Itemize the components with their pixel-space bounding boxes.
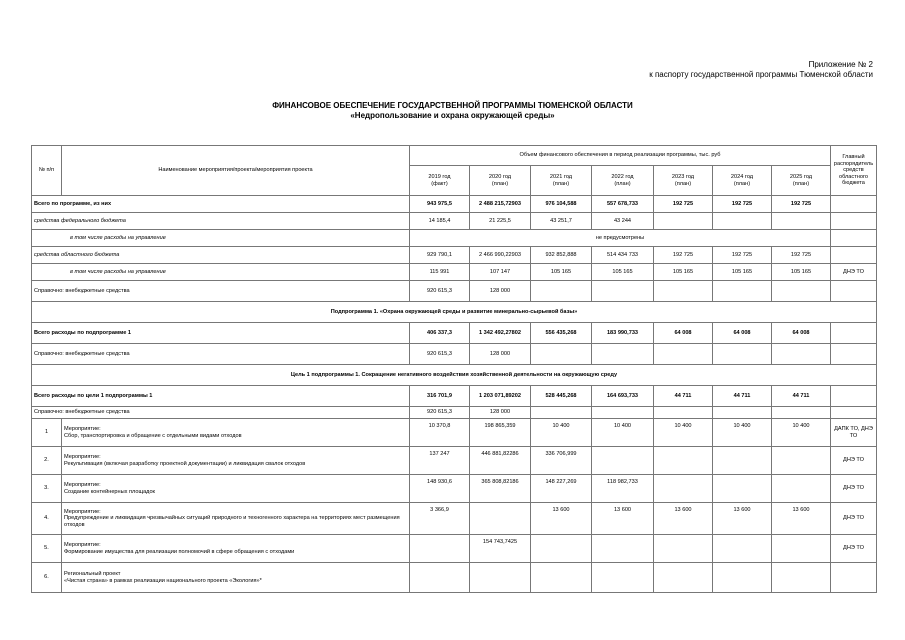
value-cell: 10 400 [654, 419, 713, 447]
value-cell [592, 447, 654, 475]
manager-cell [831, 344, 877, 365]
value-cell [772, 447, 831, 475]
item-type: Мероприятие: [64, 541, 101, 548]
value-cell [654, 407, 713, 419]
manager-cell [831, 407, 877, 419]
appendix-line-2: к паспорту государственной программы Тюменской области [649, 70, 873, 79]
manager-cell [831, 281, 877, 302]
value-cell: 13 600 [654, 503, 713, 535]
value-cell: 107 147 [470, 264, 531, 281]
manager-cell: ДАПК ТО, ДНЭ ТО [831, 419, 877, 447]
row-label: Всего расходы по цели 1 подпрограммы 1 [32, 386, 410, 407]
manager-cell [831, 247, 877, 264]
item-number: 3. [32, 475, 62, 503]
item-name: Предупреждение и ликвидация чрезвычайных ситуаций природного и техногенного характера на территориях мест размещения отходов [64, 515, 400, 528]
value-cell: 44 711 [713, 386, 772, 407]
value-cell: 44 711 [772, 386, 831, 407]
col-name-header: Наименование мероприятия/проекта/мероприятия проекта [62, 146, 410, 196]
value-cell [772, 563, 831, 593]
row-label: Справочно: внебюджетные средства [32, 344, 410, 365]
value-cell: 336 706,999 [531, 447, 592, 475]
manager-cell [831, 213, 877, 230]
row-label: Справочно: внебюджетные средства [32, 407, 410, 419]
row-label: в том числе расходы на управление [32, 264, 410, 281]
appendix-note [649, 60, 873, 80]
title-line-2: «Недропользование и охрана окружающей среды» [350, 111, 555, 120]
value-cell: 557 678,733 [592, 196, 654, 213]
value-cell: 929 790,1 [410, 247, 470, 264]
value-cell: 13 600 [592, 503, 654, 535]
value-cell: 115 991 [410, 264, 470, 281]
value-cell [531, 281, 592, 302]
item-name: Создание контейнерных площадок [64, 488, 156, 495]
year-header: 2025 год (план) [772, 166, 831, 196]
value-cell: 105 165 [531, 264, 592, 281]
item-description [62, 503, 410, 535]
section-row-goal [32, 365, 877, 386]
value-cell: 198 865,359 [470, 419, 531, 447]
manager-cell: ДНЭ ТО [831, 475, 877, 503]
section-row-subprogram [32, 302, 877, 323]
document-title [0, 101, 905, 121]
table-row-regional [32, 247, 877, 264]
value-cell [410, 535, 470, 563]
year-header: 2022 год (план) [592, 166, 654, 196]
value-cell [772, 407, 831, 419]
table-row-extrabudget1 [32, 281, 877, 302]
manager-cell [831, 323, 877, 344]
value-cell: 920 615,3 [410, 407, 470, 419]
value-cell: 43 251,7 [531, 213, 592, 230]
value-cell [531, 344, 592, 365]
value-cell [592, 407, 654, 419]
table-row-total [32, 196, 877, 213]
value-cell: 13 600 [713, 503, 772, 535]
item-description [62, 475, 410, 503]
table-row-extrabudget3 [32, 407, 877, 419]
value-cell: 192 725 [713, 196, 772, 213]
value-cell: 64 008 [654, 323, 713, 344]
value-cell [654, 281, 713, 302]
value-cell [654, 563, 713, 593]
item-type: Мероприятие: [64, 453, 101, 460]
row-label: средства федерального бюджета [32, 213, 410, 230]
value-cell: 105 165 [592, 264, 654, 281]
year-header: 2019 год (факт) [410, 166, 470, 196]
value-cell [772, 535, 831, 563]
table-row-item [32, 419, 877, 447]
item-description [62, 419, 410, 447]
appendix-line-1: Приложение № 2 [808, 60, 873, 69]
value-cell [713, 563, 772, 593]
value-cell: 3 366,9 [410, 503, 470, 535]
manager-cell [831, 563, 877, 593]
value-cell: 128 000 [470, 407, 531, 419]
value-cell [654, 475, 713, 503]
value-cell [592, 563, 654, 593]
section-title: Цель 1 подпрограммы 1. Сокращение негативного воздействия хозяйственной деятельности на окружающую среду [32, 365, 877, 386]
value-cell: 43 244 [592, 213, 654, 230]
table-row-item [32, 535, 877, 563]
value-cell [772, 213, 831, 230]
value-cell [772, 281, 831, 302]
value-cell: 154 743,7425 [470, 535, 531, 563]
section-title: Подпрограмма 1. «Охрана окружающей среды и развитие минерально-сырьевой базы» [32, 302, 877, 323]
table-row-extrabudget2 [32, 344, 877, 365]
value-cell: 556 435,268 [531, 323, 592, 344]
value-cell [713, 447, 772, 475]
year-header: 2024 год (план) [713, 166, 772, 196]
value-cell [531, 535, 592, 563]
value-cell: 1 342 492,27802 [470, 323, 531, 344]
value-cell: 514 434 733 [592, 247, 654, 264]
value-cell: 64 008 [713, 323, 772, 344]
row-label: Справочно: внебюджетные средства [32, 281, 410, 302]
manager-cell: ДНЭ ТО [831, 503, 877, 535]
value-cell [772, 344, 831, 365]
value-cell: 13 600 [531, 503, 592, 535]
value-cell [713, 407, 772, 419]
finance-table [31, 145, 877, 593]
value-cell: 105 165 [654, 264, 713, 281]
year-header: 2021 год (план) [531, 166, 592, 196]
item-type: Мероприятие: [64, 481, 101, 488]
value-cell: 148 930,6 [410, 475, 470, 503]
value-cell [470, 563, 531, 593]
table-row-item [32, 447, 877, 475]
manager-cell [831, 196, 877, 213]
value-cell: 10 400 [772, 419, 831, 447]
value-cell [772, 475, 831, 503]
value-cell [410, 563, 470, 593]
table-row-goal-total [32, 386, 877, 407]
table-row-regional-mgmt [32, 264, 877, 281]
value-cell [654, 535, 713, 563]
value-cell [654, 447, 713, 475]
value-cell: 64 008 [772, 323, 831, 344]
item-name: Рекультивация (включая разработку проектной документации) и ликвидация свалок отходов [64, 460, 306, 467]
row-label: Всего расходы по подпрограмме 1 [32, 323, 410, 344]
table-row-sub-total [32, 323, 877, 344]
value-cell [470, 503, 531, 535]
col-num-header: № п/п [32, 146, 62, 196]
value-cell: 192 725 [654, 196, 713, 213]
value-cell: 128 000 [470, 281, 531, 302]
value-cell: 192 725 [654, 247, 713, 264]
value-cell: 44 711 [654, 386, 713, 407]
value-cell: 920 615,3 [410, 344, 470, 365]
value-cell: 10 400 [592, 419, 654, 447]
value-cell: 446 881,82286 [470, 447, 531, 475]
header-row-1 [32, 146, 877, 166]
value-cell: 164 693,733 [592, 386, 654, 407]
value-cell: 13 600 [772, 503, 831, 535]
row-label: Всего по программе, из них [32, 196, 410, 213]
row-label: в том числе расходы на управление [32, 230, 410, 247]
table-row-item [32, 475, 877, 503]
value-cell [592, 281, 654, 302]
item-description [62, 447, 410, 475]
item-type: Региональный проект [64, 570, 121, 577]
table-row-item [32, 563, 877, 593]
row-label: средства областного бюджета [32, 247, 410, 264]
item-description [62, 563, 410, 593]
value-cell: 192 725 [713, 247, 772, 264]
item-name: Формирование имущества для реализации полномочий в сфере обращения с отходами [64, 548, 295, 555]
not-provided-note: не предусмотрены [410, 230, 831, 247]
value-cell [531, 563, 592, 593]
item-name: «Чистая страна» в рамках реализации национального проекта «Экология»* [64, 577, 262, 584]
value-cell [654, 213, 713, 230]
value-cell: 976 104,588 [531, 196, 592, 213]
value-cell: 192 725 [772, 247, 831, 264]
item-type: Мероприятие: [64, 425, 101, 432]
value-cell [713, 344, 772, 365]
value-cell: 118 982,733 [592, 475, 654, 503]
value-cell: 365 808,82186 [470, 475, 531, 503]
value-cell: 2 466 990,22903 [470, 247, 531, 264]
item-number: 1 [32, 419, 62, 447]
value-cell: 10 400 [531, 419, 592, 447]
title-line-1: ФИНАНСОВОЕ ОБЕСПЕЧЕНИЕ ГОСУДАРСТВЕННОЙ ПРОГРАММЫ ТЮМЕНСКОЙ ОБЛАСТИ [272, 101, 633, 110]
value-cell [592, 344, 654, 365]
value-cell: 183 990,733 [592, 323, 654, 344]
value-cell: 943 975,5 [410, 196, 470, 213]
value-cell: 10 400 [713, 419, 772, 447]
value-cell: 105 165 [713, 264, 772, 281]
manager-cell: ДНЭ ТО [831, 447, 877, 475]
value-cell: 14 185,4 [410, 213, 470, 230]
value-cell: 316 701,9 [410, 386, 470, 407]
value-cell: 406 337,3 [410, 323, 470, 344]
col-volume-header: Объем финансового обеспечения в период реализации программы, тыс. руб [410, 146, 831, 166]
value-cell: 137 247 [410, 447, 470, 475]
manager-cell: ДНЭ ТО [831, 535, 877, 563]
value-cell: 2 488 215,72903 [470, 196, 531, 213]
value-cell [713, 213, 772, 230]
year-header: 2023 год (план) [654, 166, 713, 196]
col-manager-header: Главный распорядитель средств областного бюджета [831, 146, 877, 196]
value-cell: 105 165 [772, 264, 831, 281]
manager-cell [831, 386, 877, 407]
value-cell: 128 000 [470, 344, 531, 365]
value-cell [592, 535, 654, 563]
table-row-federal-mgmt [32, 230, 877, 247]
item-description [62, 535, 410, 563]
value-cell [713, 281, 772, 302]
value-cell [713, 475, 772, 503]
item-number: 2. [32, 447, 62, 475]
item-name: Сбор, транспортировка и обращение с отдельными видами отходов [64, 432, 242, 439]
value-cell: 932 852,888 [531, 247, 592, 264]
value-cell: 21 225,5 [470, 213, 531, 230]
item-number: 5. [32, 535, 62, 563]
value-cell: 528 445,268 [531, 386, 592, 407]
value-cell: 192 725 [772, 196, 831, 213]
value-cell: 148 227,269 [531, 475, 592, 503]
value-cell [713, 535, 772, 563]
manager-cell [831, 230, 877, 247]
value-cell: 10 370,8 [410, 419, 470, 447]
manager-cell: ДНЭ ТО [831, 264, 877, 281]
table-row-federal [32, 213, 877, 230]
value-cell [654, 344, 713, 365]
value-cell: 1 203 071,89202 [470, 386, 531, 407]
value-cell: 920 615,3 [410, 281, 470, 302]
item-number: 6. [32, 563, 62, 593]
item-number: 4. [32, 503, 62, 535]
item-type: Мероприятие: [64, 508, 101, 515]
value-cell [531, 407, 592, 419]
table-row-item [32, 503, 877, 535]
year-header: 2020 год (план) [470, 166, 531, 196]
